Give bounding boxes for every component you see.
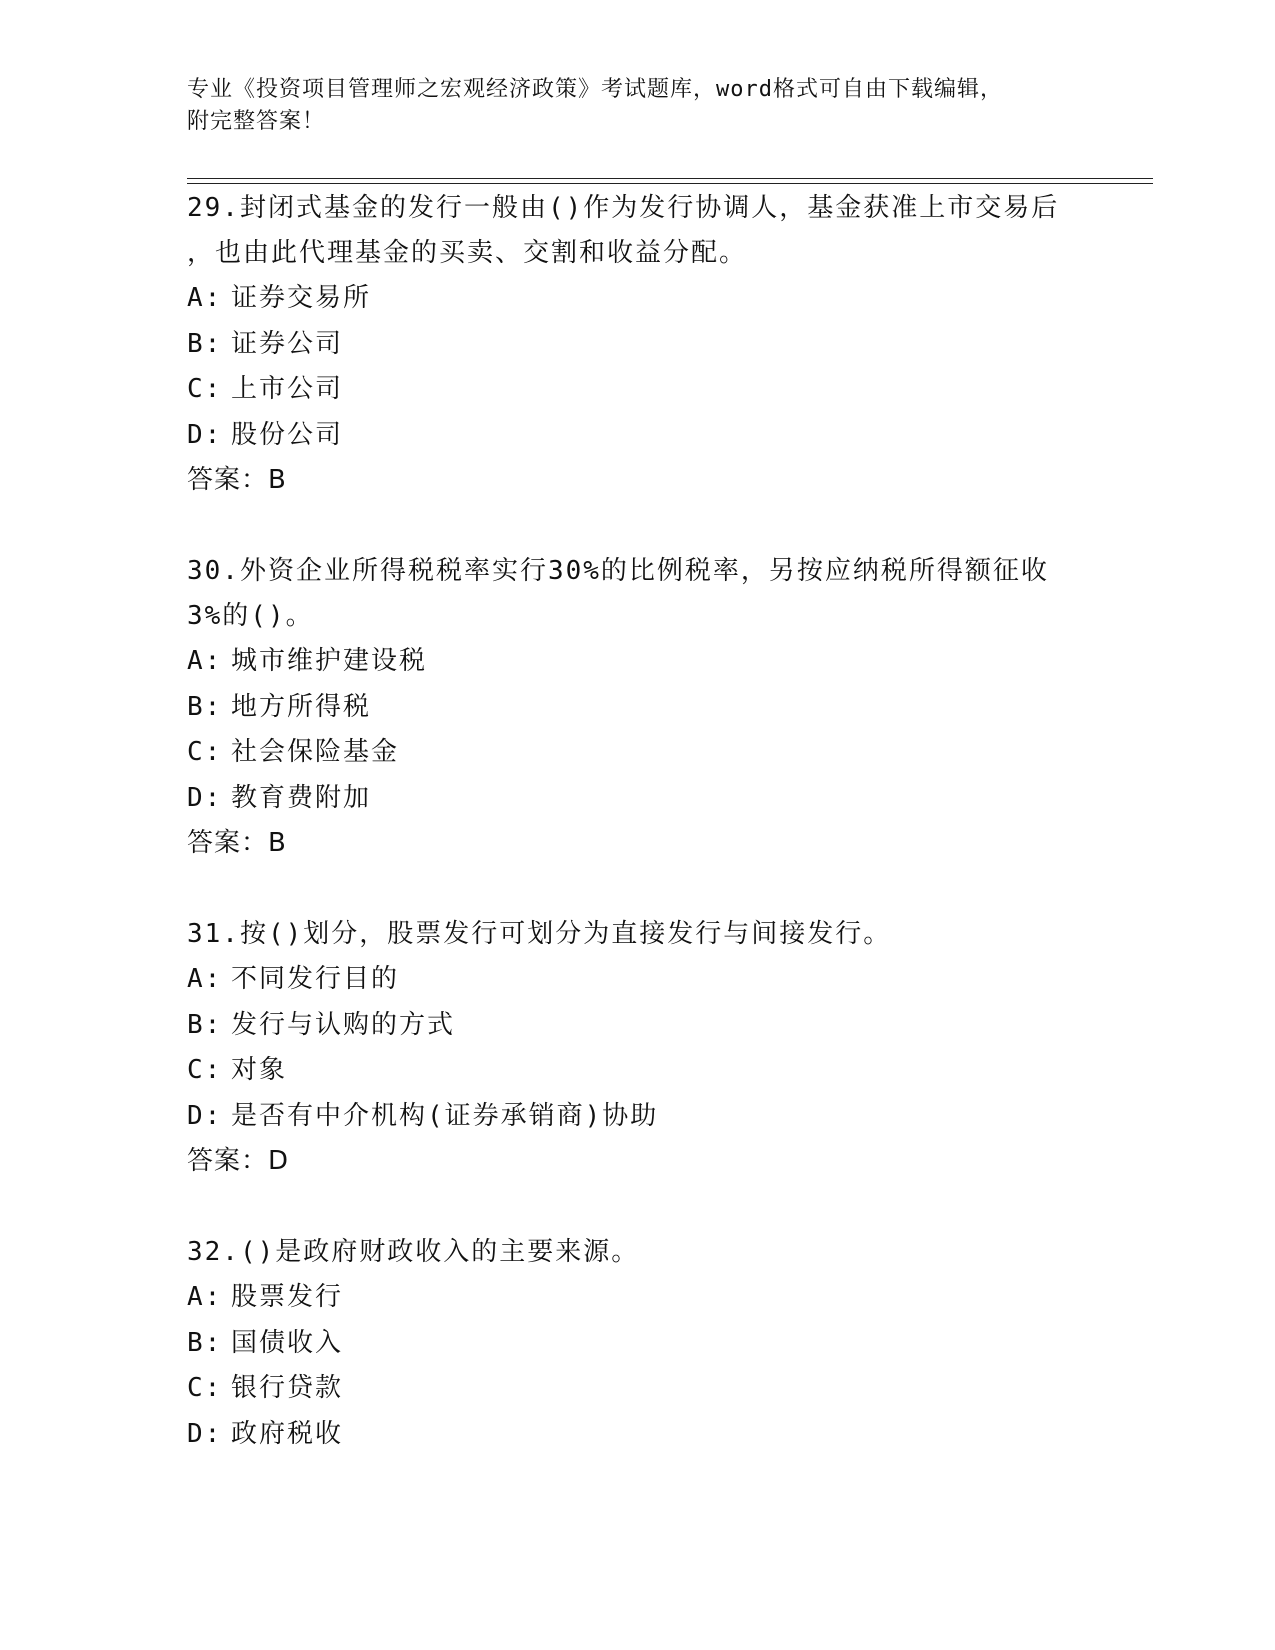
option-c (187, 1048, 1087, 1094)
option-text: 社会保险基金 (231, 737, 400, 767)
question-text-line: ，也由此代理基金的买卖、交割和收益分配。 (187, 238, 748, 268)
question-30 (187, 549, 1087, 866)
option-text: 证券公司 (231, 328, 344, 359)
option-key: D: (187, 1100, 223, 1131)
option-text: 股份公司 (231, 419, 344, 450)
question-text-line: 31.按()划分，股票发行可划分为直接发行与间接发行。 (187, 919, 892, 949)
option-key: D: (187, 782, 223, 813)
option-b (187, 1321, 1087, 1367)
header-line-2: 附完整答案！ (187, 109, 326, 134)
option-d (187, 1412, 1087, 1458)
option-key: A: (187, 283, 223, 313)
question-text-line: 30.外资企业所得税税率实行30%的比例税率，另按应纳税所得额征收 (187, 556, 1049, 586)
header-divider-top (187, 178, 1153, 179)
option-text: 地方所得税 (231, 691, 372, 722)
option-b (187, 322, 1087, 368)
option-d (187, 1094, 1087, 1140)
option-key: B: (187, 328, 223, 359)
answer-line: 答案：B (187, 828, 287, 858)
option-text: 对象 (231, 1055, 288, 1085)
option-text: 发行与认购的方式 (231, 1009, 456, 1040)
question-text-line: 3%的()。 (187, 601, 314, 631)
option-c (187, 1366, 1087, 1412)
option-text: 城市维护建设税 (231, 646, 428, 676)
question-31 (187, 912, 1087, 1184)
option-b (187, 685, 1087, 731)
option-text: 上市公司 (231, 374, 344, 404)
option-text: 证券交易所 (231, 283, 372, 313)
option-text: 银行贷款 (231, 1373, 344, 1403)
option-d (187, 776, 1087, 822)
option-key: A: (187, 964, 223, 994)
answer-line: 答案：D (187, 1146, 290, 1176)
header-line-1: 专业《投资项目管理师之宏观经济政策》考试题库，word格式可自由下载编辑， (187, 77, 1003, 102)
option-a (187, 1275, 1087, 1321)
option-key: D: (187, 419, 223, 450)
option-key: A: (187, 1282, 223, 1312)
option-d (187, 413, 1087, 459)
option-key: C: (187, 374, 223, 404)
question-text-line: 32.()是政府财政收入的主要来源。 (187, 1237, 640, 1267)
option-a (187, 276, 1087, 322)
option-key: B: (187, 1327, 223, 1358)
option-c (187, 730, 1087, 776)
option-key: C: (187, 1373, 223, 1403)
option-b (187, 1003, 1087, 1049)
document-header (187, 74, 1087, 138)
option-text: 股票发行 (231, 1282, 344, 1312)
question-29 (187, 186, 1087, 503)
answer-line: 答案：B (187, 465, 287, 495)
option-key: C: (187, 737, 223, 767)
option-key: A: (187, 646, 223, 676)
header-divider-bottom (187, 183, 1153, 184)
question-text-line: 29.封闭式基金的发行一般由()作为发行协调人，基金获准上市交易后 (187, 193, 1060, 223)
option-key: C: (187, 1055, 223, 1085)
option-text: 教育费附加 (231, 782, 372, 813)
option-text: 不同发行目的 (231, 964, 400, 994)
option-text: 国债收入 (231, 1327, 344, 1358)
option-text: 政府税收 (231, 1418, 344, 1449)
option-a (187, 639, 1087, 685)
question-32 (187, 1230, 1087, 1457)
option-key: B: (187, 1009, 223, 1040)
option-key: D: (187, 1418, 223, 1449)
option-key: B: (187, 691, 223, 722)
option-c (187, 367, 1087, 413)
option-a (187, 957, 1087, 1003)
option-text: 是否有中介机构(证券承销商)协助 (231, 1100, 659, 1131)
